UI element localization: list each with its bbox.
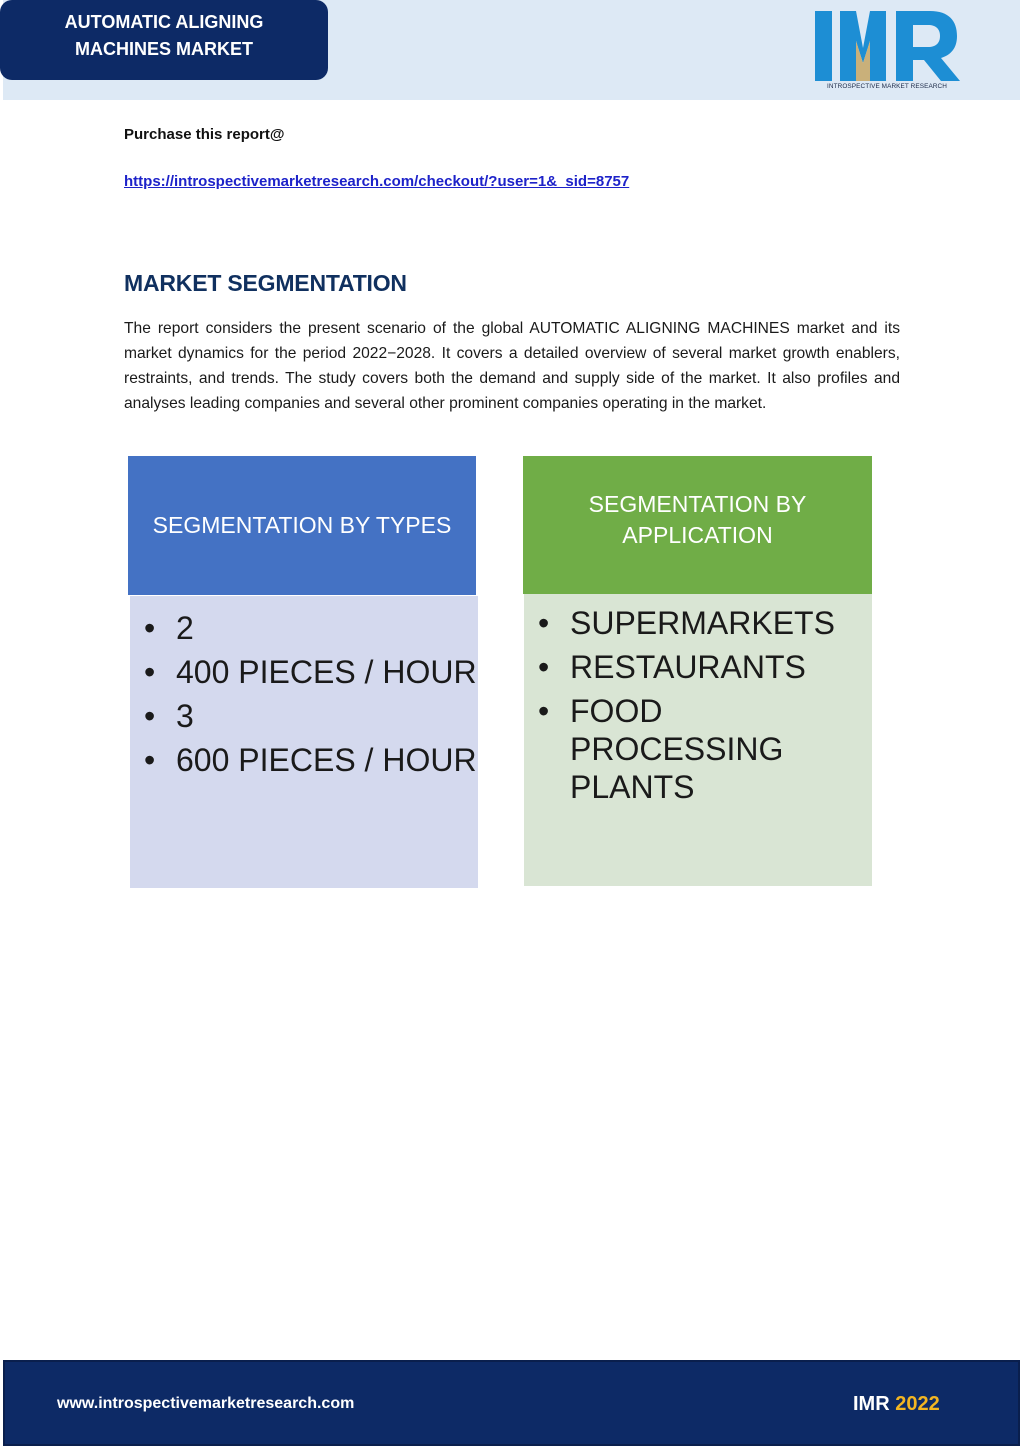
- type-item-label: 3: [176, 698, 194, 734]
- bullet-icon: •: [144, 654, 156, 690]
- application-card-header: [523, 456, 872, 594]
- list-item: [130, 694, 478, 738]
- list-item: [130, 650, 478, 694]
- application-item-label: SUPERMARKETS: [570, 605, 835, 641]
- list-item: [130, 738, 478, 782]
- types-card-body: [130, 596, 478, 888]
- report-title-badge: [0, 0, 328, 80]
- type-item-label: 400 PIECES / HOUR: [176, 654, 477, 690]
- imr-logo-icon: [812, 8, 962, 94]
- footer-bar: [3, 1360, 1020, 1446]
- application-card-body: [524, 594, 872, 886]
- list-item: [130, 606, 478, 650]
- logo-tagline: INTROSPECTIVE MARKET RESEARCH: [827, 83, 947, 90]
- report-title-line-2: MACHINES MARKET: [75, 39, 253, 59]
- report-title-line-1: AUTOMATIC ALIGNING: [64, 12, 264, 32]
- types-card-header: [128, 456, 476, 595]
- application-item-label: FOOD PROCESSING PLANTS: [570, 693, 784, 805]
- list-item: [524, 648, 872, 686]
- footer-website-link[interactable]: www.introspectivemarketresearch.com: [57, 1395, 355, 1412]
- list-item: [524, 692, 872, 806]
- bullet-icon: •: [144, 698, 156, 734]
- application-item-label: RESTAURANTS: [570, 649, 806, 685]
- types-card-heading: SEGMENTATION BY TYPES: [152, 512, 452, 538]
- type-item-label: 2: [176, 610, 194, 646]
- purchase-link[interactable]: https://introspectivemarketresearch.com/checkout/?user=1&_sid=8757: [124, 173, 630, 190]
- footer-brand-name: IMR: [853, 1393, 890, 1415]
- intro-paragraph: The report considers the present scenario of the global AUTOMATIC ALIGNING MACHINES market and its market dynamics for the period 2022−2028. It covers a detailed overview of several market growth enablers, restraints, and trends. The study covers both the demand and supply side of the market. It also profiles and analyses leading companies and several other prominent companies operating in the market.: [124, 320, 900, 412]
- section-title: MARKET SEGMENTATION: [124, 270, 407, 296]
- bullet-icon: •: [144, 610, 156, 646]
- bullet-icon: •: [144, 742, 156, 778]
- type-item-label: 600 PIECES / HOUR: [176, 742, 477, 778]
- bullet-icon: •: [538, 649, 550, 685]
- application-list: [524, 594, 872, 806]
- footer-brand: [853, 1393, 940, 1416]
- bullet-icon: •: [538, 693, 550, 729]
- application-heading-line-2: APPLICATION: [622, 522, 773, 548]
- application-heading-line-1: SEGMENTATION BY: [588, 491, 807, 517]
- bullet-icon: •: [538, 605, 550, 641]
- types-list: [130, 596, 478, 782]
- purchase-label: Purchase this report@: [124, 126, 285, 143]
- list-item: [524, 604, 872, 642]
- footer-year: 2022: [895, 1393, 940, 1415]
